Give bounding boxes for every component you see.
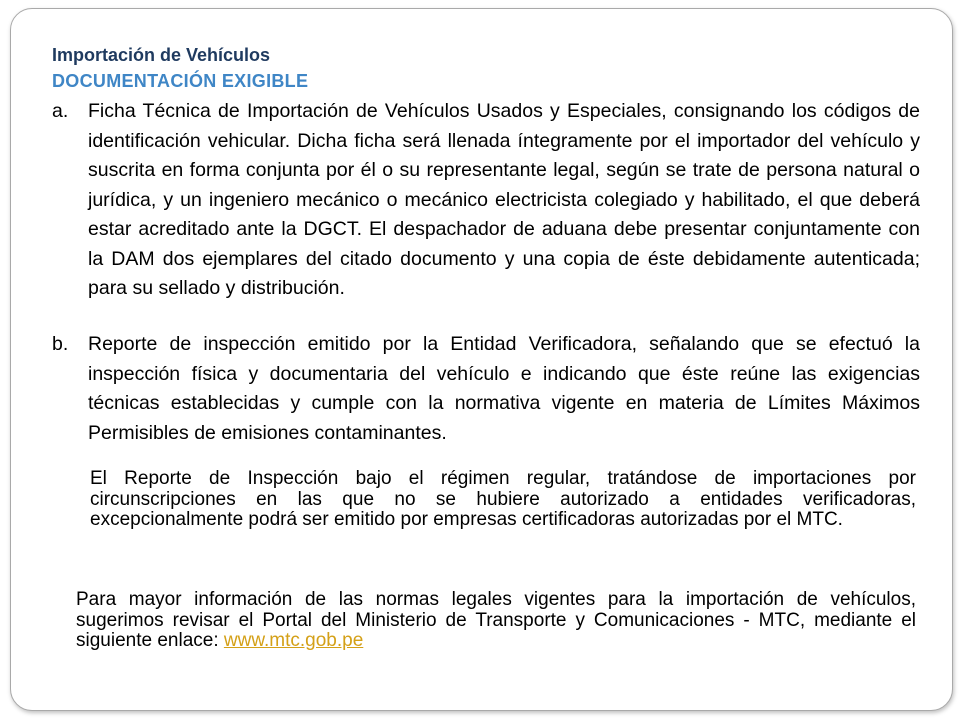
inspection-note: El Reporte de Inspección bajo el régimen regular, tratándose de importaciones por circunscripciones en las que no se hubiere autorizado a entidades verificadoras, excepcionalmente podrá ser emitido por empresas certificadoras autorizadas por el MTC.	[90, 468, 916, 530]
list-item-a-marker: a.	[52, 100, 69, 122]
list-item-b	[52, 330, 920, 448]
footer-paragraph	[76, 590, 916, 652]
list-item-b-text: Reporte de inspección emitido por la Entidad Verificadora, señalando que se efectuó la inspección física y documentaria del vehículo e indicando que éste reúne las exigencias técnicas establecidas y cumple con la normativa vigente en materia de Límites Máximos Permisibles de emisiones contaminantes.	[88, 333, 920, 444]
list-item-a	[52, 97, 920, 304]
slide-subtitle: DOCUMENTACIÓN EXIGIBLE	[52, 71, 309, 91]
footer-text: Para mayor información de las normas legales vigentes para la importación de vehículos, sugerimos revisar el Portal del Ministerio de Transporte y Comunicaciones - MTC, mediante el siguiente enlace:	[76, 589, 916, 651]
slide-title: Importación de Vehículos	[52, 45, 271, 65]
list-item-b-marker: b.	[52, 333, 69, 355]
list-item-a-text: Ficha Técnica de Importación de Vehículos Usados y Especiales, consignando los códigos de identificación vehicular. Dicha ficha será llenada íntegramente por el importador del vehículo y suscrita en forma conjunta por él o su representante legal, según se trate de persona natural o jurídica, y un ingeniero mecánico o mecánico electricista colegiado y habilitado, el que deberá estar acreditado ante la DGCT. El despachador de aduana debe presentar conjuntamente con la DAM dos ejemplares del citado documento y una copia de éste debidamente autenticada; para su sellado y distribución.	[88, 100, 920, 299]
mtc-link[interactable]: www.mtc.gob.pe	[223, 630, 364, 651]
